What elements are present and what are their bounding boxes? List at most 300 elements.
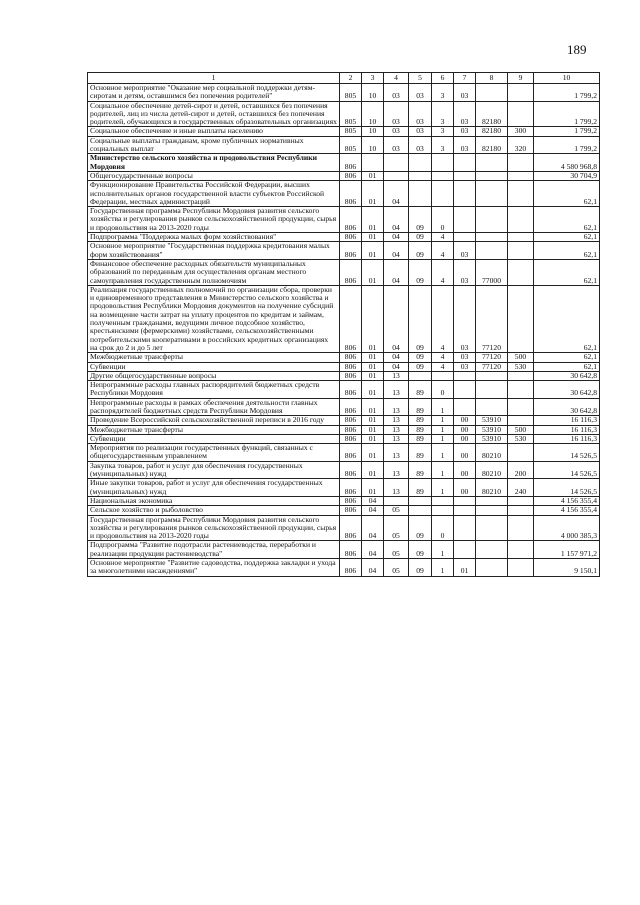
code-cell: 03	[384, 136, 409, 154]
code-cell	[432, 181, 454, 207]
code-cell	[454, 371, 476, 380]
code-cell: 10	[362, 136, 384, 154]
code-cell	[508, 207, 534, 233]
code-cell: 806	[340, 425, 362, 434]
code-cell	[508, 84, 534, 102]
code-cell: 89	[409, 479, 432, 497]
code-cell: 3	[432, 136, 454, 154]
code-cell: 04	[384, 207, 409, 233]
code-cell: 13	[384, 398, 409, 416]
table-row	[88, 398, 600, 416]
code-cell: 01	[362, 353, 384, 362]
code-cell: 03	[409, 84, 432, 102]
table-row	[88, 259, 600, 285]
table-row	[88, 353, 600, 362]
row-label: Другие общегосударственные вопросы	[88, 371, 340, 380]
amount-cell: 14 526,5	[534, 461, 600, 479]
code-cell: 03	[384, 127, 409, 136]
row-label: Мероприятия по реализации государственных функций, связанных с общегосударственным управлением	[88, 444, 340, 462]
code-cell: 00	[454, 416, 476, 425]
row-label: Подпрограмма "Развитие подотрасли растениеводства, переработки и реализации продукции растениеводства"	[88, 541, 340, 559]
table-row	[88, 541, 600, 559]
code-cell: 80210	[476, 479, 508, 497]
code-cell: 806	[340, 233, 362, 242]
row-label: Функционирование Правительства Российской Федерации, высших исполнительных органов государственной власти субъектов Российской Федерации, местных администраций	[88, 181, 340, 207]
code-cell	[476, 398, 508, 416]
code-cell	[508, 233, 534, 242]
code-cell	[409, 171, 432, 180]
code-cell: 09	[409, 362, 432, 371]
table-row	[88, 242, 600, 260]
row-label: Субвенции	[88, 434, 340, 443]
code-cell: 806	[340, 496, 362, 505]
code-cell	[508, 154, 534, 172]
code-cell	[508, 259, 534, 285]
amount-cell: 62,1	[534, 207, 600, 233]
row-label: Общегосударственные вопросы	[88, 171, 340, 180]
code-cell: 530	[508, 362, 534, 371]
row-label: Основное мероприятие "Оказание мер социальной поддержки детям-сиротам и детям, оставшимся без попечения родителей"	[88, 84, 340, 102]
code-cell: 77120	[476, 362, 508, 371]
code-cell: 00	[454, 444, 476, 462]
code-cell: 01	[362, 425, 384, 434]
code-cell: 89	[409, 398, 432, 416]
row-label: Социальное обеспечение детей-сирот и детей, оставшихся без попечения родителей, лиц из числа детей-сирот и детей, оставшихся без попечения родителей, обучающихся в государственных образовательных организациях	[88, 101, 340, 127]
code-cell: 03	[409, 136, 432, 154]
code-cell: 00	[454, 434, 476, 443]
code-cell: 01	[362, 259, 384, 285]
code-cell: 1	[432, 559, 454, 577]
code-cell	[476, 154, 508, 172]
code-cell: 01	[362, 171, 384, 180]
code-cell	[432, 171, 454, 180]
code-cell: 04	[384, 242, 409, 260]
code-cell: 89	[409, 461, 432, 479]
code-cell: 53910	[476, 416, 508, 425]
code-cell: 01	[362, 444, 384, 462]
code-cell: 805	[340, 127, 362, 136]
row-label: Сельское хозяйство и рыболовство	[88, 506, 340, 515]
table-row	[88, 207, 600, 233]
row-label: Основное мероприятие "Развитие садоводства, поддержка закладки и ухода за многолетними насаждениями"	[88, 559, 340, 577]
amount-cell: 30 642,8	[534, 381, 600, 399]
amount-cell: 62,1	[534, 233, 600, 242]
row-label: Социальное обеспечение и иные выплаты населению	[88, 127, 340, 136]
budget-table	[87, 72, 600, 577]
code-cell: 03	[384, 84, 409, 102]
code-cell: 04	[384, 259, 409, 285]
code-cell: 1	[432, 541, 454, 559]
code-cell: 300	[508, 127, 534, 136]
code-cell: 0	[432, 381, 454, 399]
code-cell	[454, 181, 476, 207]
amount-cell: 14 526,5	[534, 444, 600, 462]
header-cell: 1	[88, 73, 340, 84]
amount-cell: 1 799,2	[534, 101, 600, 127]
code-cell: 09	[409, 285, 432, 352]
code-cell: 806	[340, 381, 362, 399]
code-cell	[508, 371, 534, 380]
row-label: Министерство сельского хозяйства и продовольствия Республики Мордовия	[88, 154, 340, 172]
code-cell	[476, 171, 508, 180]
code-cell: 03	[409, 101, 432, 127]
code-cell	[508, 181, 534, 207]
code-cell: 01	[362, 461, 384, 479]
amount-cell: 30 642,8	[534, 398, 600, 416]
amount-cell: 1 799,2	[534, 136, 600, 154]
code-cell: 01	[454, 559, 476, 577]
table-row	[88, 101, 600, 127]
code-cell: 10	[362, 101, 384, 127]
code-cell: 806	[340, 207, 362, 233]
amount-cell: 4 580 968,8	[534, 154, 600, 172]
code-cell	[454, 233, 476, 242]
row-label: Основное мероприятие "Государственная поддержка кредитования малых форм хозяйствования"	[88, 242, 340, 260]
code-cell: 13	[384, 461, 409, 479]
table-row	[88, 479, 600, 497]
code-cell: 0	[432, 515, 454, 541]
code-cell: 1	[432, 416, 454, 425]
amount-cell: 62,1	[534, 259, 600, 285]
code-cell: 09	[409, 559, 432, 577]
code-cell: 82180	[476, 136, 508, 154]
table-row	[88, 461, 600, 479]
code-cell: 09	[409, 233, 432, 242]
table-row	[88, 136, 600, 154]
code-cell: 806	[340, 171, 362, 180]
code-cell	[454, 398, 476, 416]
code-cell: 806	[340, 444, 362, 462]
code-cell	[454, 496, 476, 505]
row-label: Непрограммные расходы главных распорядителей бюджетных средств Республики Мордовия	[88, 381, 340, 399]
code-cell	[476, 207, 508, 233]
code-cell: 806	[340, 353, 362, 362]
code-cell	[409, 506, 432, 515]
code-cell: 09	[409, 207, 432, 233]
code-cell	[454, 171, 476, 180]
code-cell: 806	[340, 416, 362, 425]
code-cell: 4	[432, 362, 454, 371]
code-cell: 320	[508, 136, 534, 154]
row-label: Непрограммные расходы в рамках обеспечения деятельности главных распорядителей бюджетных средств Республики Мордовия	[88, 398, 340, 416]
code-cell: 13	[384, 371, 409, 380]
code-cell: 89	[409, 434, 432, 443]
code-cell: 01	[362, 181, 384, 207]
code-cell: 500	[508, 425, 534, 434]
header-cell: 6	[432, 73, 454, 84]
code-cell: 03	[454, 127, 476, 136]
code-cell: 10	[362, 127, 384, 136]
header-cell: 4	[384, 73, 409, 84]
code-cell	[384, 154, 409, 172]
code-cell: 01	[362, 242, 384, 260]
code-cell: 77120	[476, 285, 508, 352]
code-cell	[508, 506, 534, 515]
row-label: Государственная программа Республики Мордовия развития сельского хозяйства и регулирования рынков сельскохозяйственной продукции, сырья и продовольствия на 2013-2020 годы	[88, 207, 340, 233]
table-row	[88, 559, 600, 577]
code-cell: 01	[362, 371, 384, 380]
amount-cell: 9 150,1	[534, 559, 600, 577]
code-cell: 10	[362, 84, 384, 102]
header-cell: 9	[508, 73, 534, 84]
code-cell	[432, 506, 454, 515]
code-cell	[362, 154, 384, 172]
header-cell: 2	[340, 73, 362, 84]
code-cell	[476, 233, 508, 242]
amount-cell: 1 799,2	[534, 84, 600, 102]
table-row	[88, 381, 600, 399]
code-cell: 806	[340, 154, 362, 172]
amount-cell: 30 704,9	[534, 171, 600, 180]
code-cell: 82180	[476, 101, 508, 127]
code-cell: 77120	[476, 353, 508, 362]
code-cell	[476, 371, 508, 380]
code-cell: 806	[340, 515, 362, 541]
amount-cell: 62,1	[534, 285, 600, 352]
code-cell	[476, 381, 508, 399]
amount-cell: 16 116,3	[534, 425, 600, 434]
row-label: Закупка товаров, работ и услуг для обеспечения государственных (муниципальных) нужд	[88, 461, 340, 479]
code-cell: 806	[340, 434, 362, 443]
row-label: Межбюджетные трансферты	[88, 353, 340, 362]
code-cell: 03	[454, 242, 476, 260]
code-cell: 05	[384, 559, 409, 577]
table-row	[88, 425, 600, 434]
code-cell: 01	[362, 233, 384, 242]
code-cell: 03	[454, 101, 476, 127]
code-cell	[409, 181, 432, 207]
row-label: Социальные выплаты гражданам, кроме публичных нормативных социальных выплат	[88, 136, 340, 154]
code-cell: 4	[432, 353, 454, 362]
code-cell: 1	[432, 425, 454, 434]
code-cell: 01	[362, 398, 384, 416]
code-cell: 13	[384, 444, 409, 462]
code-cell: 04	[384, 233, 409, 242]
code-cell	[476, 84, 508, 102]
code-cell: 4	[432, 259, 454, 285]
code-cell: 530	[508, 434, 534, 443]
code-cell: 200	[508, 461, 534, 479]
code-cell: 03	[454, 362, 476, 371]
code-cell: 09	[409, 515, 432, 541]
table-row	[88, 181, 600, 207]
code-cell: 1	[432, 479, 454, 497]
code-cell	[508, 285, 534, 352]
code-cell: 806	[340, 479, 362, 497]
row-label: Реализация государственных полномочий по организации сбора, проверки и единовременного представления в Министерство сельского хозяйства и продовольствия Республики Мордовия документов на получение субсидий на возмещение части затрат на уплату процентов по кредитам и займам, полученным гражданами, ведущими личное подсобное хозяйство, крестьянскими (фермерскими) хозяйствами, сельскохозяйственными потребительскими кооперативами в российских кредитных организациях на срок до 2 и до 5 лет	[88, 285, 340, 352]
code-cell	[454, 381, 476, 399]
code-cell: 04	[362, 496, 384, 505]
code-cell: 04	[384, 181, 409, 207]
table-row	[88, 515, 600, 541]
code-cell: 1	[432, 461, 454, 479]
code-cell: 806	[340, 461, 362, 479]
row-label: Государственная программа Республики Мордовия развития сельского хозяйства и регулирования рынков сельскохозяйственной продукции, сырья и продовольствия на 2013-2020 годы	[88, 515, 340, 541]
amount-cell: 62,1	[534, 353, 600, 362]
code-cell: 13	[384, 479, 409, 497]
amount-cell: 62,1	[534, 242, 600, 260]
table-body	[88, 84, 600, 577]
code-cell: 805	[340, 136, 362, 154]
code-cell	[454, 541, 476, 559]
code-cell: 806	[340, 259, 362, 285]
code-cell: 806	[340, 398, 362, 416]
code-cell	[508, 515, 534, 541]
code-cell: 240	[508, 479, 534, 497]
amount-cell: 62,1	[534, 181, 600, 207]
code-cell	[409, 371, 432, 380]
amount-cell: 14 526,5	[534, 479, 600, 497]
code-cell: 05	[384, 506, 409, 515]
row-label: Подпрограмма "Поддержка малых форм хозяйствования"	[88, 233, 340, 242]
code-cell: 01	[362, 416, 384, 425]
code-cell: 04	[384, 285, 409, 352]
code-cell: 500	[508, 353, 534, 362]
header-cell: 7	[454, 73, 476, 84]
table-row	[88, 154, 600, 172]
code-cell	[508, 416, 534, 425]
code-cell: 04	[384, 353, 409, 362]
code-cell: 80210	[476, 444, 508, 462]
amount-cell: 1 799,2	[534, 127, 600, 136]
code-cell: 806	[340, 362, 362, 371]
table-row	[88, 362, 600, 371]
header-cell: 8	[476, 73, 508, 84]
code-cell: 09	[409, 541, 432, 559]
code-cell: 03	[409, 127, 432, 136]
code-cell: 03	[454, 84, 476, 102]
code-cell: 89	[409, 416, 432, 425]
code-cell: 13	[384, 425, 409, 434]
header-cell: 5	[409, 73, 432, 84]
code-cell	[476, 506, 508, 515]
code-cell	[409, 496, 432, 505]
code-cell: 89	[409, 425, 432, 434]
code-cell: 09	[409, 242, 432, 260]
table-row	[88, 416, 600, 425]
table-row	[88, 506, 600, 515]
code-cell: 806	[340, 371, 362, 380]
code-cell: 805	[340, 84, 362, 102]
code-cell: 04	[362, 541, 384, 559]
code-cell	[508, 398, 534, 416]
table-row	[88, 84, 600, 102]
code-cell	[476, 515, 508, 541]
code-cell	[508, 171, 534, 180]
row-label: Финансовое обеспечение расходных обязательств муниципальных образований по переданным для осуществления органам местного самоуправления государственным полномочиям	[88, 259, 340, 285]
code-cell: 806	[340, 506, 362, 515]
code-cell: 806	[340, 559, 362, 577]
code-cell	[384, 171, 409, 180]
code-cell: 89	[409, 381, 432, 399]
code-cell	[454, 207, 476, 233]
code-cell	[476, 496, 508, 505]
code-cell: 4	[432, 242, 454, 260]
code-cell	[454, 515, 476, 541]
code-cell: 03	[454, 259, 476, 285]
row-label: Проведение Всероссийской сельскохозяйственной переписи в 2016 году	[88, 416, 340, 425]
amount-cell: 4 156 355,4	[534, 506, 600, 515]
amount-cell: 4 000 385,3	[534, 515, 600, 541]
row-label: Субвенции	[88, 362, 340, 371]
code-cell: 89	[409, 444, 432, 462]
code-cell	[508, 559, 534, 577]
code-cell: 806	[340, 181, 362, 207]
amount-cell: 30 642,8	[534, 371, 600, 380]
code-cell: 80210	[476, 461, 508, 479]
code-cell	[508, 444, 534, 462]
code-cell: 04	[384, 362, 409, 371]
amount-cell: 4 156 355,4	[534, 496, 600, 505]
header-cell: 10	[534, 73, 600, 84]
code-cell: 13	[384, 416, 409, 425]
code-cell	[432, 496, 454, 505]
code-cell: 77000	[476, 259, 508, 285]
code-cell: 13	[384, 381, 409, 399]
page-number: 189	[567, 42, 587, 57]
code-cell	[432, 371, 454, 380]
code-cell: 4	[432, 285, 454, 352]
code-cell: 09	[409, 353, 432, 362]
code-cell: 01	[362, 285, 384, 352]
header-cell: 3	[362, 73, 384, 84]
row-label: Национальная экономика	[88, 496, 340, 505]
code-cell: 01	[362, 207, 384, 233]
code-cell: 03	[384, 101, 409, 127]
code-cell	[476, 559, 508, 577]
code-cell: 01	[362, 434, 384, 443]
code-cell: 09	[409, 259, 432, 285]
code-cell	[476, 181, 508, 207]
amount-cell: 16 116,3	[534, 434, 600, 443]
code-cell: 806	[340, 242, 362, 260]
code-cell: 01	[362, 362, 384, 371]
code-cell: 0	[432, 207, 454, 233]
code-cell: 53910	[476, 425, 508, 434]
amount-cell: 62,1	[534, 362, 600, 371]
row-label: Межбюджетные трансферты	[88, 425, 340, 434]
code-cell	[454, 506, 476, 515]
code-cell	[409, 154, 432, 172]
code-cell: 03	[454, 353, 476, 362]
code-cell: 13	[384, 434, 409, 443]
table-row	[88, 127, 600, 136]
code-cell: 00	[454, 461, 476, 479]
code-cell: 1	[432, 398, 454, 416]
header-row	[88, 73, 600, 84]
code-cell: 53910	[476, 434, 508, 443]
code-cell: 1	[432, 444, 454, 462]
amount-cell: 16 116,3	[534, 416, 600, 425]
code-cell: 05	[384, 541, 409, 559]
code-cell: 04	[362, 515, 384, 541]
code-cell	[508, 242, 534, 260]
code-cell: 4	[432, 233, 454, 242]
code-cell	[508, 101, 534, 127]
code-cell: 01	[362, 381, 384, 399]
row-label: Иные закупки товаров, работ и услуг для обеспечения государственных (муниципальных) нужд	[88, 479, 340, 497]
code-cell: 806	[340, 285, 362, 352]
code-cell: 1	[432, 434, 454, 443]
amount-cell: 1 157 971,2	[534, 541, 600, 559]
code-cell	[508, 541, 534, 559]
code-cell: 82180	[476, 127, 508, 136]
code-cell	[508, 496, 534, 505]
code-cell: 3	[432, 84, 454, 102]
code-cell	[432, 154, 454, 172]
code-cell: 3	[432, 101, 454, 127]
code-cell: 806	[340, 541, 362, 559]
